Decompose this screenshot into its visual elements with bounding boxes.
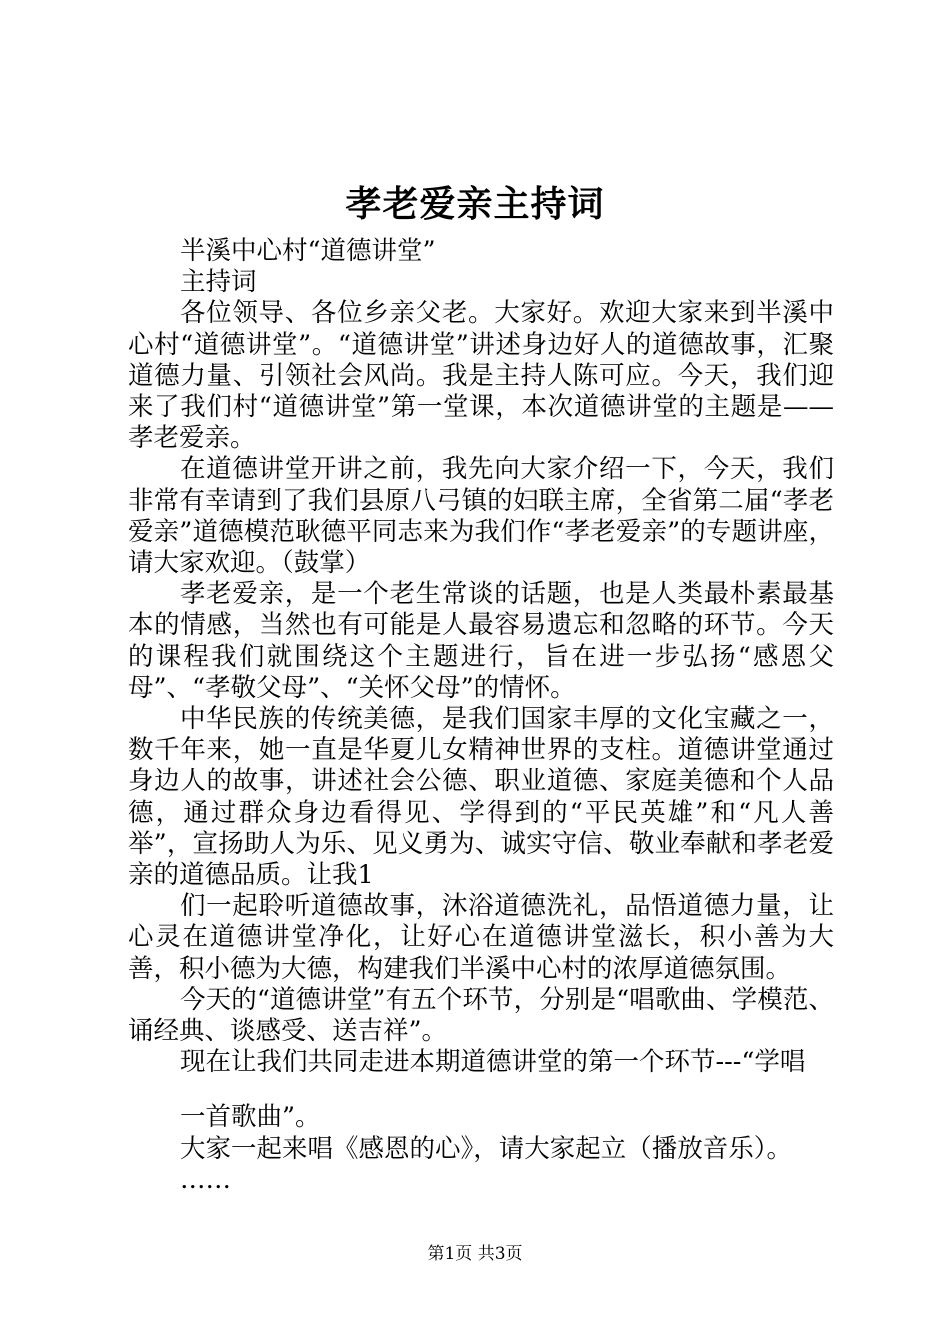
paragraph-sing-along: 大家一起来唱《感恩的心》，请大家起立（播放音乐）。 — [180, 1133, 793, 1164]
paragraph-continuation: 们一起聆听道德故事，沐浴道德洗礼，品悟道德力量，让心灵在道德讲堂净化，让好心在道德讲堂滋长，积小善为大善，积小德为大德，构建我们半溪中心村的浓厚道德氛围。 — [128, 891, 834, 984]
paragraph-tradition: 中华民族的传统美德，是我们国家丰厚的文化宝藏之一，数千年来，她一直是华夏儿女精神世界的支柱。道德讲堂通过身边人的故事，讲述社会公德、职业道德、家庭美德和个人品德，通过群众身边看得见、学得到的“平民英雄”和“凡人善举”，宣扬助人为乐、见义勇为、诚实守信、敬业奉献和孝老爱亲的道德品质。让我1 — [128, 704, 834, 891]
paragraph-introduction: 在道德讲堂开讲之前，我先向大家介绍一下，今天，我们非常有幸请到了我们县原八弓镇的妇联主席，全省第二届“孝老爱亲”道德模范耿德平同志来为我们作“孝老爱亲”的专题讲座，请大家欢迎。（鼓掌） — [128, 454, 834, 579]
paragraph-subtitle: 半溪中心村“道德讲堂” — [180, 236, 436, 266]
document-body — [128, 236, 834, 1196]
paragraph-greeting: 各位领导、各位乡亲父老。大家好。欢迎大家来到半溪中心村“道德讲堂”。“道德讲堂”讲述身边好人的道德故事，汇聚道德力量、引领社会风尚。我是主持人陈可应。今天，我们迎来了我们村“道德讲堂”第一堂课，本次道德讲堂的主题是——孝老爱亲。 — [128, 298, 834, 454]
paragraph-first-section: 现在让我们共同走进本期道德讲堂的第一个环节---“学唱 — [180, 1047, 806, 1078]
paragraph-theme: 孝老爱亲，是一个老生常谈的话题，也是人类最朴素最基本的情感，当然也有可能是人最容易遗忘和忽略的环节。今天的课程我们就围绕这个主题进行，旨在进一步弘扬“感恩父母”、“孝敬父母”、“关怀父母”的情怀。 — [128, 579, 834, 703]
document-title: 孝老爱亲主持词 — [345, 183, 605, 225]
page-footer: 第1页 共3页 — [427, 1244, 523, 1264]
paragraph-song-title: 一首歌曲”。 — [180, 1102, 321, 1133]
paragraph-heading: 主持词 — [180, 267, 257, 298]
paragraph-ellipsis: …… — [180, 1164, 231, 1195]
paragraph-sections: 今天的“道德讲堂”有五个环节，分别是“唱歌曲、学模范、诵经典、谈感受、送吉祥”。 — [128, 984, 834, 1047]
